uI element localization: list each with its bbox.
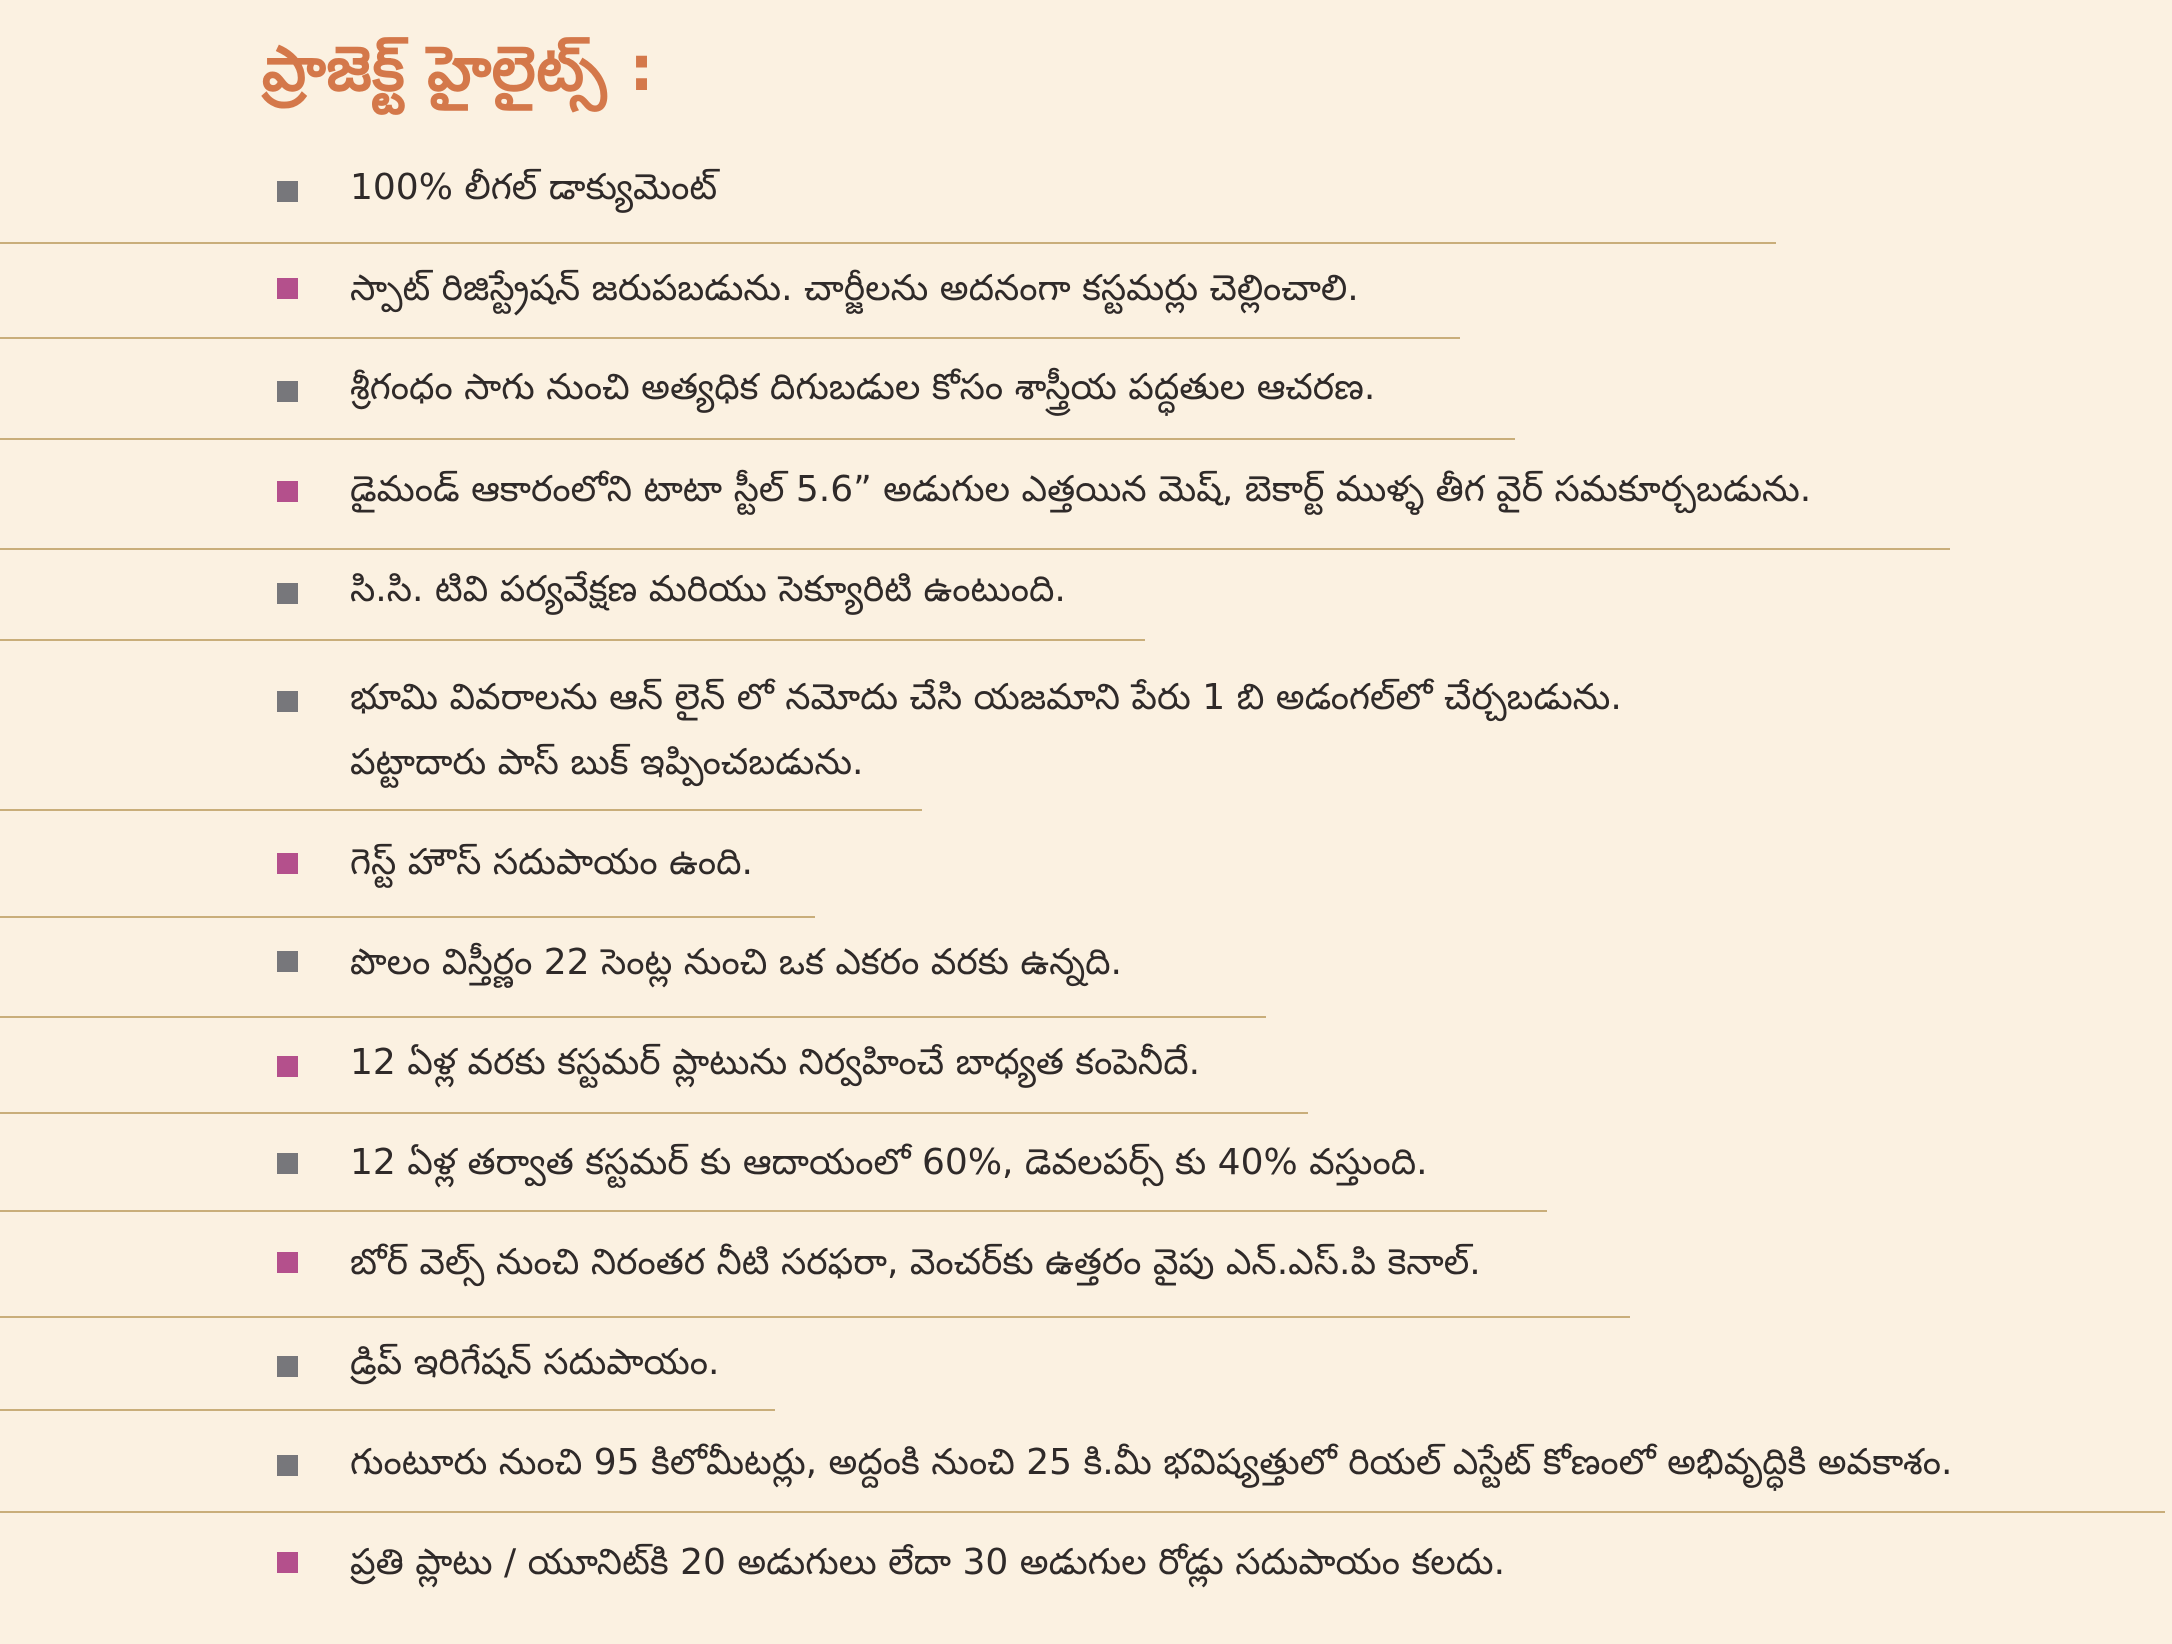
divider-line xyxy=(0,809,922,811)
square-bullet-icon xyxy=(277,583,298,604)
page-title: ప్రాజెక్ట్ హైలైట్స్ : xyxy=(262,32,655,105)
list-item-text-continued: పట్టాదారు పాస్ బుక్ ఇప్పించబడును. xyxy=(350,742,864,783)
divider-line xyxy=(0,337,1460,339)
list-item-text: స్పాట్ రిజిస్ట్రేషన్ జరుపబడును. చార్జీలను అదనంగా కస్టమర్లు చెల్లించాలి. xyxy=(350,268,1359,309)
divider-line xyxy=(0,1112,1308,1114)
square-bullet-icon xyxy=(277,181,298,202)
divider-line xyxy=(0,1316,1630,1318)
list-item-text: ప్రతి ప్లాటు / యూనిట్‌కి 20 అడుగులు లేదా 30 అడుగుల రోడ్లు సదుపాయం కలదు. xyxy=(350,1542,1506,1583)
list-item-text: శ్రీగంధం సాగు నుంచి అత్యధిక దిగుబడుల కోసం శాస్త్రీయ పద్ధతుల ఆచరణ. xyxy=(350,367,1376,408)
list-item-text: బోర్ వెల్స్ నుంచి నిరంతర నీటి సరఫరా, వెంచర్‌కు ఉత్తరం వైపు ఎన్.ఎస్.పి కెనాల్. xyxy=(350,1242,1481,1283)
square-bullet-icon xyxy=(277,278,298,299)
list-item-text: సి.సి. టివి పర్యవేక్షణ మరియు సెక్యూరిటి ఉంటుంది. xyxy=(350,569,1066,610)
divider-line xyxy=(0,1210,1547,1212)
square-bullet-icon xyxy=(277,951,298,972)
square-bullet-icon xyxy=(277,381,298,402)
divider-line xyxy=(0,548,1950,550)
divider-line xyxy=(0,242,1776,244)
square-bullet-icon xyxy=(277,691,298,712)
square-bullet-icon xyxy=(277,1455,298,1476)
divider-line xyxy=(0,1409,775,1411)
list-item-text: గుంటూరు నుంచి 95 కిలోమీటర్లు, అద్దంకి నుంచి 25 కి.మీ భవిష్యత్తులో రియల్ ఎస్టేట్ కోణంలో అభివృద్ధికి అవకాశం. xyxy=(350,1442,1953,1483)
divider-line xyxy=(0,438,1515,440)
square-bullet-icon xyxy=(277,1252,298,1273)
list-item-text: 12 ఏళ్ల తర్వాత కస్టమర్ కు ఆదాయంలో 60%, డెవలపర్స్ కు 40% వస్తుంది. xyxy=(350,1142,1428,1183)
square-bullet-icon xyxy=(277,1552,298,1573)
square-bullet-icon xyxy=(277,1356,298,1377)
divider-line xyxy=(0,1016,1266,1018)
square-bullet-icon xyxy=(277,1153,298,1174)
square-bullet-icon xyxy=(277,853,298,874)
list-item-text: 12 ఏళ్ల వరకు కస్టమర్ ప్లాటును నిర్వహించే బాధ్యత కంపెనీదే. xyxy=(350,1042,1201,1083)
list-item-text: 100% లీగల్ డాక్యుమెంట్ xyxy=(350,167,718,208)
list-item-text: డైమండ్ ఆకారంలోని టాటా స్టీల్ 5.6” అడుగుల ఎత్తయిన మెష్, బెకార్ట్ ముళ్ళ తీగ వైర్ సమకూర్చబడును. xyxy=(350,469,1812,510)
list-item-text: గెస్ట్ హౌస్ సదుపాయం ఉంది. xyxy=(350,842,753,883)
divider-line xyxy=(0,1511,2165,1513)
square-bullet-icon xyxy=(277,1056,298,1077)
list-item-text: డ్రిప్ ఇరిగేషన్ సదుపాయం. xyxy=(350,1342,720,1383)
square-bullet-icon xyxy=(277,481,298,502)
list-item-text: భూమి వివరాలను ఆన్ లైన్ లో నమోదు చేసి యజమాని పేరు 1 బి అడంగల్‌లో చేర్చబడును. xyxy=(350,677,1622,718)
divider-line xyxy=(0,639,1145,641)
divider-line xyxy=(0,916,815,918)
list-item-text: పొలం విస్తీర్ణం 22 సెంట్ల నుంచి ఒక ఎకరం వరకు ఉన్నది. xyxy=(350,942,1122,983)
